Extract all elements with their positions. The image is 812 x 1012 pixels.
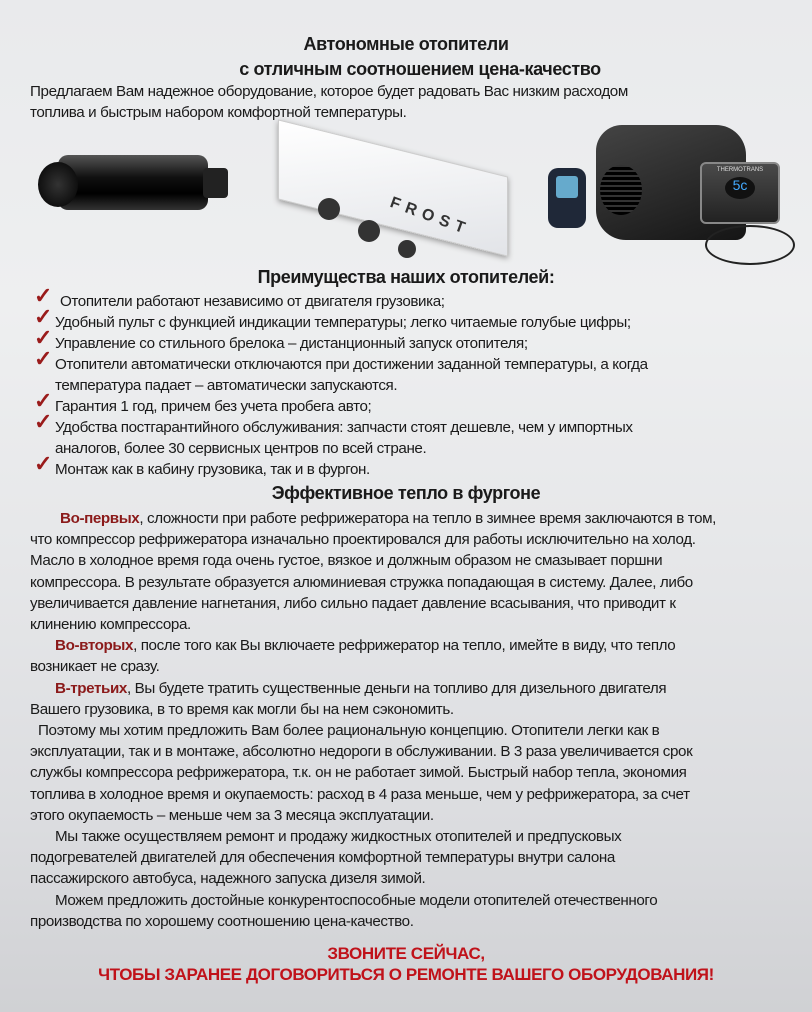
- paragraph-text: клинению компрессора.: [30, 616, 191, 633]
- panel-display: 5c: [725, 177, 755, 199]
- advantage-item: Удобства постгарантийного обслуживания: запчасти стоят дешевле, чем у импортных: [55, 419, 633, 436]
- cta-line-1: ЗВОНИТЕ СЕЙЧАС,: [327, 944, 485, 963]
- paragraph-text: , Вы будете тратить существенные деньги на топливо для дизельного двигателя: [126, 679, 667, 697]
- paragraph-text: возникает не сразу.: [30, 658, 160, 676]
- remote-fob-image: [548, 168, 586, 228]
- advantage-item: Гарантия 1 год, причем без учета пробега авто;: [55, 398, 372, 415]
- paragraph-text: что компрессор рефрижератора изначально проектировался для работы исключительно на холод.: [30, 531, 696, 549]
- checkmark-icon: ✓: [34, 409, 53, 434]
- cable-image: [705, 225, 795, 265]
- body-title: Эффективное тепло в фургоне: [271, 483, 541, 503]
- advantage-item: Удобный пульт с функцией индикации температуры; легко читаемые голубые цифры;: [55, 314, 631, 331]
- panel-label: THERMOTRANS: [716, 167, 764, 173]
- advantage-item: Монтаж как в кабину грузовика, так и в фургон.: [55, 461, 370, 478]
- paragraph-text: , после того как Вы включаете рефрижератор на тепло, имейте в виду, что тепло: [133, 637, 676, 655]
- cylindrical-heater-image: [38, 150, 228, 215]
- body-line: Можем предложить достойные конкурентоспособные модели отопителей отечественного: [55, 891, 658, 909]
- body-line: [30, 574, 693, 591]
- paragraph-lead: Во-первых: [60, 510, 140, 527]
- cta-line-2: ЧТОБЫ ЗАРАНЕЕ ДОГОВОРИТЬСЯ О РЕМОНТЕ ВАШЕГО ОБОРУДОВАНИЯ!: [98, 965, 714, 984]
- advantage-item: Отопители работают независимо от двигателя грузовика;: [60, 293, 445, 310]
- control-panel-image: [700, 162, 780, 224]
- body-line: Поэтому мы хотим предложить Вам более рациональную концепцию. Отопители легки как в: [38, 722, 660, 739]
- paragraph-lead: Во-вторых: [55, 637, 134, 655]
- advantage-item: Управление со стильного брелока – дистанционный запуск отопителя;: [55, 335, 528, 352]
- body-line: [30, 616, 191, 633]
- body-line: производства по хорошему соотношению цена-качество.: [30, 912, 414, 930]
- advantages-title: Преимущества наших отопителей:: [257, 267, 555, 287]
- body-line: Мы также осуществляем ремонт и продажу жидкостных отопителей и предпусковых: [55, 828, 622, 845]
- body-line: [30, 531, 696, 548]
- paragraph-text: , сложности при работе рефрижератора на тепло в зимнее время заключаются в том,: [139, 510, 716, 527]
- frost-heater-image: [268, 128, 518, 258]
- body-line: этого окупаемость – меньше чем за 3 месяца эксплуатации.: [30, 806, 434, 824]
- checkmark-icon: ✓: [34, 325, 53, 350]
- body-line: службы компрессора рефрижератора, т.к. он не работает зимой. Быстрый набор тепла, экономия: [30, 764, 687, 782]
- advantage-item: Отопители автоматически отключаются при достижении заданной температуры, а когда: [55, 356, 648, 373]
- body-line: топлива в холодное время и окупаемость: расход в 4 раза меньше, чем у рефрижератора, за счет: [30, 785, 690, 803]
- checkmark-icon: ✓: [34, 388, 53, 413]
- body-line: пассажирского автобуса, надежного запуска дизеля зимой.: [30, 870, 426, 888]
- checkmark-icon: ✓: [34, 346, 53, 371]
- intro-line: топлива и быстрым набором комфортной температуры.: [30, 104, 407, 121]
- frost-label: FROST: [387, 194, 473, 239]
- checkmark-icon: ✓: [34, 283, 53, 308]
- intro-line: Предлагаем Вам надежное оборудование, которое будет радовать Вас низким расходом: [30, 83, 628, 100]
- paragraph-text: Масло в холодное время года очень густое, вязкое и должным образом не смазывает поршни: [30, 552, 663, 570]
- body-line: [30, 658, 159, 675]
- checkmark-icon: ✓: [34, 451, 53, 476]
- paragraph-text: компрессора. В результате образуется алюминиевая стружка попадающая в систему. Далее, либо: [30, 573, 693, 591]
- body-line: [60, 510, 716, 527]
- body-line: [55, 680, 666, 697]
- body-line: [30, 552, 662, 569]
- body-line: [30, 595, 676, 612]
- body-line: подогревателей двигателей для обеспечения комфортной температуры внутри салона: [30, 849, 615, 867]
- checkmark-icon: ✓: [34, 304, 53, 329]
- body-line: [55, 637, 675, 654]
- body-line: эксплуатации, так и в монтаже, абсолютно недороги в обслуживании. В 3 раза увеличивается срок: [30, 743, 693, 761]
- title-line-1: Автономные отопители: [303, 34, 509, 54]
- paragraph-lead: В-третьих: [55, 679, 127, 697]
- paragraph-text: увеличивается давление нагнетания, либо сильно падает давление всасывания, что приводит к: [30, 594, 676, 612]
- body-line: [30, 701, 454, 718]
- advantage-item: аналогов, более 30 сервисных центров по всей стране.: [55, 440, 427, 457]
- paragraph-text: Вашего грузовика, в то время как могли бы на нем сэкономить.: [30, 700, 454, 718]
- advantage-item: температура падает – автоматически запускаются.: [55, 377, 398, 394]
- title-line-2: с отличным соотношением цена-качество: [239, 59, 601, 79]
